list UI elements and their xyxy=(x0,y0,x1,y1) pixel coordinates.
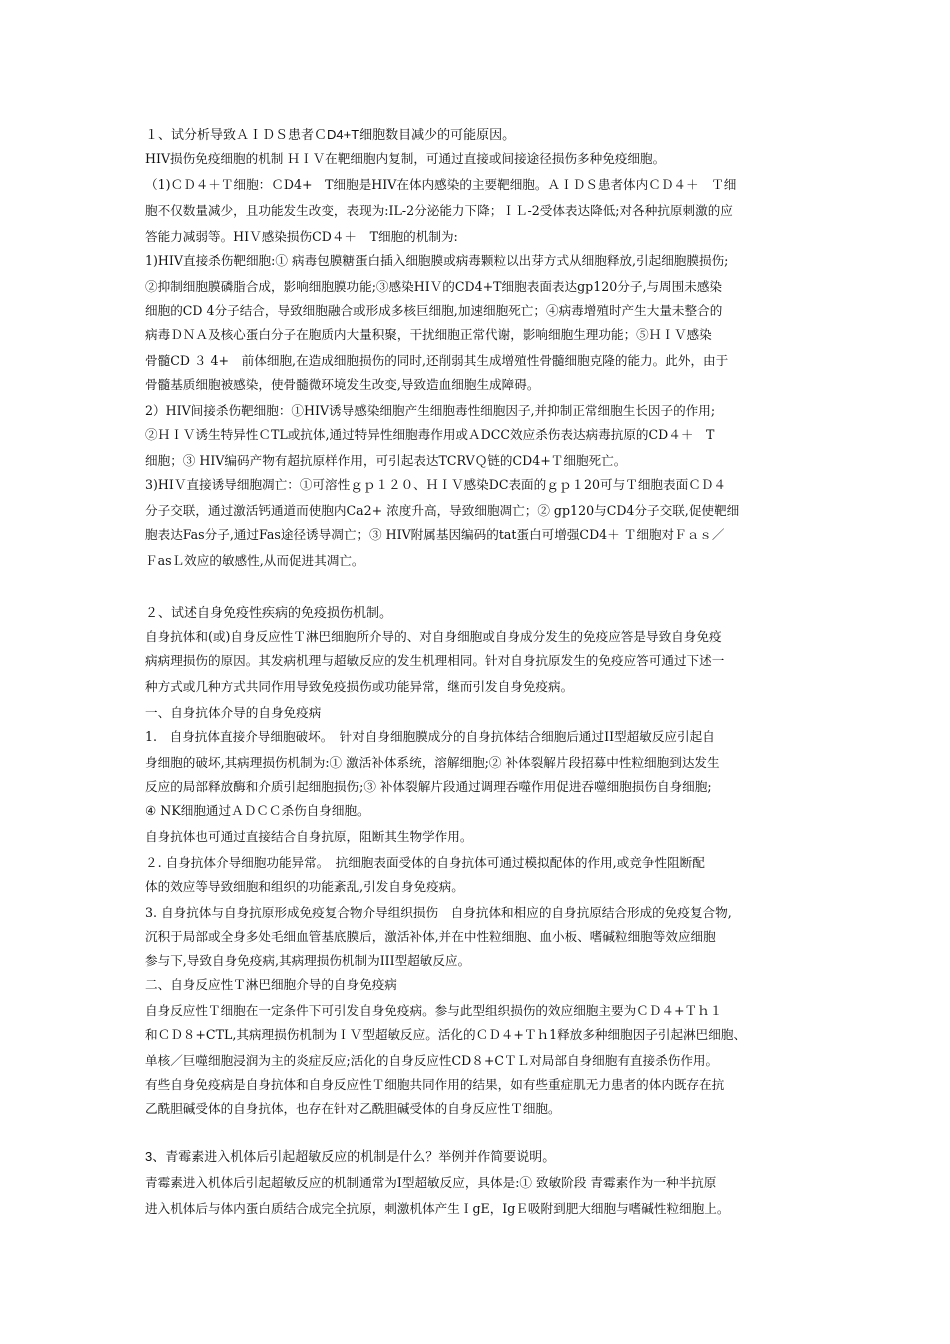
text-line: 单核／巨噬细胞浸润为主的炎症反应;活化的自身反应性CD８+CＴＬ对局部自身细胞有直接杀伤作用。 xyxy=(145,1053,719,1068)
text-line: ＦasＬ效应的敏感性,从而促进其凋亡。 xyxy=(145,553,365,568)
text-line: （1)ＣＤ４＋Ｔ细胞：ＣD4+ T细胞是HIV在体内感染的主要靶细胞。ＡＩＤＳ患者体内ＣＤ４＋ Ｔ细 xyxy=(145,177,737,192)
text-line: 进入机体后与体内蛋白质结合成完全抗原，刺激机体产生ＩgE，IgＥ吸附到肥大细胞与嗜碱性粒细胞上。 xyxy=(145,1201,730,1216)
text-line: ④ NK细胞通过ＡＤＣＣ杀伤自身细胞。 xyxy=(145,803,370,818)
text-line: 和ＣＤ８+CTL,其病理损伤机制为ＩＶ型超敏反应。活化的ＣＤ４+Ｔｈ1释放多种细胞因子引起淋巴细胞、 xyxy=(145,1027,747,1042)
text-line: 2）HIV间接杀伤靶细胞：①HIV诱导感染细胞产生细胞毒性细胞因子,并抑制正常细胞生长因子的作用; xyxy=(145,403,716,418)
text-line: 自身抗体和(或)自身反应性Ｔ淋巴细胞所介导的、对自身细胞或自身成分发生的免疫应答是导致自身免疫 xyxy=(145,629,722,644)
text-line: ②ＨＩＶ诱生特异性ＣTL或抗体,通过特异性细胞毒作用或ＡDCC效应杀伤表达病毒抗原的CD４＋ T xyxy=(145,427,715,442)
text-line: 答能力减弱等。HIＶ感染损伤CD４＋ T细胞的机制为: xyxy=(145,229,458,244)
text-line: 1. 自身抗体直接介导细胞破坏。 针对自身细胞膜成分的自身抗体结合细胞后通过II型超敏反应引起自 xyxy=(145,729,715,744)
text-line: 青霉素进入机体后引起超敏反应的机制通常为I型超敏反应，具体是:① 致敏阶段 青霉素作为一种半抗原 xyxy=(145,1175,717,1190)
text-line: 反应的局部释放酶和介质引起细胞损伤;③ 补体裂解片段通过调理吞噬作用促进吞噬细胞损伤自身细胞; xyxy=(145,779,712,794)
text-line: 自身抗体也可通过直接结合自身抗原，阻断其生物学作用。 xyxy=(145,829,473,844)
text-line: 病毒ＤＮＡ及核心蛋白分子在胞质内大量积聚，干扰细胞正常代谢，影响细胞生理功能；⑤ＨＩＶ感染 xyxy=(145,327,712,342)
question-heading: 3、青霉素进入机体后引起超敏反应的机制是什么？举例并作简要说明。 xyxy=(145,1149,556,1164)
text-line: 有些自身免疫病是自身抗体和自身反应性Ｔ细胞共同作用的结果，如有些重症肌无力患者的体内既存在抗 xyxy=(145,1077,725,1092)
text-line: 参与下,导致自身免疫病,其病理损伤机制为III型超敏反应。 xyxy=(145,953,471,968)
text-line: 分子交联，通过激活钙通道而使胞内Ca2+ 浓度升高，导致细胞凋亡；② gp120与CD4分子交联,促使靶细 xyxy=(145,503,740,518)
text-line: 二、自身反应性Ｔ淋巴细胞介导的自身免疫病 xyxy=(145,977,397,992)
text-line: 3. 自身抗体与自身抗原形成免疫复合物介导组织损伤 自身抗体和相应的自身抗原结合形成的免疫复合物, xyxy=(145,905,732,920)
text-line: 3)HIＶ直接诱导细胞凋亡：①可溶性ｇｐ１２０、ＨＩＶ感染DC表面的ｇｐ１20可与Ｔ细胞表面ＣＤ４ xyxy=(145,477,726,492)
text-line: 细胞的CD 4分子结合，导致细胞融合或形成多核巨细胞,加速细胞死亡；④病毒增殖时产生大量未整合的 xyxy=(145,303,723,318)
text-line: ２. 自身抗体介导细胞功能异常。 抗细胞表面受体的自身抗体可通过模拟配体的作用,或竞争性阻断配 xyxy=(145,855,705,870)
text-line: 骨髓基质细胞被感染，使骨髓微环境发生改变,导致造血细胞生成障碍。 xyxy=(145,377,540,392)
text-line: 病病理损伤的原因。其发病机理与超敏反应的发生机理相同。针对自身抗原发生的免疫应答可通过下述一 xyxy=(145,653,725,668)
question-heading: １、试分析导致ＡＩＤＳ患者ＣD4+T细胞数目减少的可能原因。 xyxy=(145,127,516,142)
question-heading: ２、试述自身免疫性疾病的免疫损伤机制。 xyxy=(145,605,393,620)
text-line: 1)HIV直接杀伤靶细胞:① 病毒包膜糖蛋白插入细胞膜或病毒颗粒以出芽方式从细胞释放,引起细胞膜损伤; xyxy=(145,253,729,268)
text-line: 骨髓CD ３ 4+ 前体细胞,在造成细胞损伤的同时,还削弱其生成增殖性骨髓细胞克隆的能力。此外，由于 xyxy=(145,353,729,368)
text-line: 细胞；③ HIV编码产物有超抗原样作用，可引起表达TCRVＱ链的CD4+Ｔ细胞死亡。 xyxy=(145,453,627,468)
text-line: 体的效应等导致细胞和组织的功能紊乱,引发自身免疫病。 xyxy=(145,879,464,894)
text-line: ②抑制细胞膜磷脂合成，影响细胞膜功能;③感染HIＶ的CD4+T细胞表面表达gp120分子,与周围未感染 xyxy=(145,279,723,294)
text-line: HIV损伤免疫细胞的机制 ＨＩＶ在靶细胞内复制，可通过直接或间接途径损伤多种免疫细胞。 xyxy=(145,151,666,166)
text-line: 自身反应性Ｔ细胞在一定条件下可引发自身免疫病。参与此型组织损伤的效应细胞主要为ＣＤ４+Ｔｈ１ xyxy=(145,1003,723,1018)
text-line: 身细胞的破坏,其病理损伤机制为:① 激活补体系统，溶解细胞;② 补体裂解片段招募中性粒细胞到达发生 xyxy=(145,755,720,770)
text-line: 胞不仅数量减少，且功能发生改变，表现为:IL-2分泌能力下降；ＩＬ-2受体表达降低;对各种抗原刺激的应 xyxy=(145,203,733,218)
text-line: 乙酰胆碱受体的自身抗体，也存在针对乙酰胆碱受体的自身反应性Ｔ细胞。 xyxy=(145,1101,561,1116)
text-line: 一、自身抗体介导的自身免疫病 xyxy=(145,705,322,720)
text-line: 沉积于局部或全身多处毛细血管基底膜后，激活补体,并在中性粒细胞、血小板、嗜碱粒细胞等效应细胞 xyxy=(145,929,716,944)
text-line: 胞表达Fas分子,通过Fas途径诱导凋亡；③ HIV附属基因编码的tat蛋白可增强CD4＋ Ｔ细胞对Ｆａｓ／ xyxy=(145,527,725,542)
text-line: 种方式或几种方式共同作用导致免疫损伤或功能异常，继而引发自身免疫病。 xyxy=(145,679,574,694)
